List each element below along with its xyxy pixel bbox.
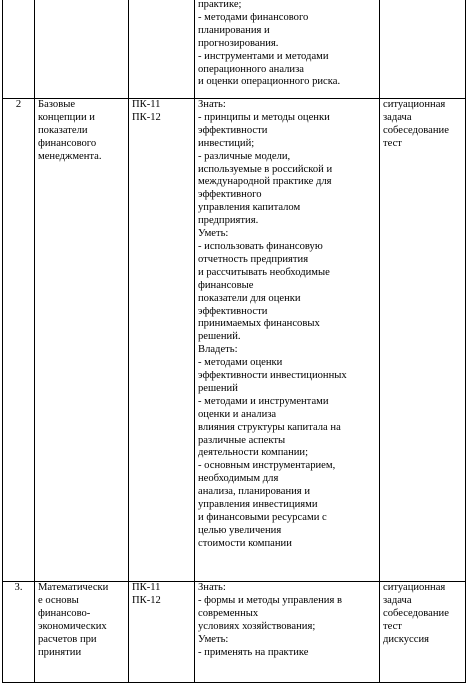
topic-line: показатели [38, 124, 88, 136]
knowledge-line: необходимым для [198, 473, 279, 485]
table-row [3, 0, 466, 99]
table-row [3, 99, 466, 582]
competency-code: ПК-11 [132, 99, 161, 110]
control-form: ситуационная [383, 99, 446, 110]
knowledge-line: показатели для оценки [198, 292, 301, 304]
knowledge-line: эффективности [198, 305, 268, 317]
knowledge-line: стоимости компании [198, 537, 292, 549]
knowledge-line: и оценки операционного риска. [198, 76, 341, 88]
knowledge-line: планирования и [198, 24, 270, 36]
control-form: задача [383, 111, 412, 123]
control-cell [380, 582, 466, 683]
knowledge-cell [195, 99, 380, 582]
row-number: 3. [14, 582, 23, 593]
knowledge-line: современных [198, 607, 259, 619]
competency-code: ПК-12 [132, 111, 161, 123]
row-number-cell [3, 99, 35, 582]
topic-line: Математически [38, 582, 109, 593]
knowledge-line: - основным инструментарием, [198, 460, 336, 472]
row-number-cell [3, 582, 35, 683]
knowledge-line: Уметь: [198, 228, 229, 240]
control-form: собеседование [383, 124, 449, 136]
knowledge-line: решений. [198, 331, 241, 343]
knowledge-line: эффективности [198, 124, 268, 136]
topic-line: концепции и [38, 111, 95, 123]
knowledge-line: - использовать финансовую [198, 240, 323, 252]
knowledge-line: решений [198, 382, 238, 394]
knowledge-line: используемые в российской и [198, 163, 333, 175]
row-number-cell [3, 0, 35, 99]
table-row [3, 582, 466, 683]
topic-cell [35, 582, 129, 683]
competency-table [2, 0, 466, 683]
knowledge-line: - формы и методы управления в [198, 594, 342, 606]
knowledge-line: инвестиций; [198, 137, 255, 149]
knowledge-line: Знать: [198, 582, 226, 593]
topic-cell [35, 0, 129, 99]
knowledge-line: предприятия. [198, 215, 259, 227]
knowledge-line: международной практике для [198, 176, 332, 188]
knowledge-line: - принципы и методы оценки [198, 111, 330, 123]
knowledge-line: и рассчитывать необходимые [198, 266, 330, 278]
control-cell [380, 0, 466, 99]
knowledge-line: - методами финансового [198, 11, 309, 23]
knowledge-line: деятельности компании; [198, 447, 309, 459]
control-form: задача [383, 594, 412, 606]
knowledge-line: - инструментами и методами [198, 50, 329, 62]
control-form: дискуссия [383, 633, 430, 645]
competency-cell [129, 582, 195, 683]
topic-line: принятии [38, 646, 82, 658]
knowledge-line: Уметь: [198, 633, 229, 645]
knowledge-line: - методами оценки [198, 357, 283, 369]
knowledge-line: практике; [198, 0, 242, 10]
control-form: ситуационная [383, 582, 446, 593]
control-cell [380, 99, 466, 582]
knowledge-line: оценки и анализа [198, 408, 277, 420]
topic-line: экономических [38, 620, 107, 632]
knowledge-line: финансовые [198, 279, 254, 291]
knowledge-line: эффективности инвестиционных [198, 370, 347, 382]
knowledge-line: анализа, планирования и [198, 486, 310, 498]
topic-cell [35, 99, 129, 582]
knowledge-line: Знать: [198, 99, 226, 110]
knowledge-line: - методами и инструментами [198, 395, 329, 407]
knowledge-line: прогнозирования. [198, 37, 279, 49]
knowledge-line: управления инвестициями [198, 499, 318, 511]
competency-code: ПК-11 [132, 582, 161, 593]
knowledge-line: операционного анализа [198, 63, 304, 75]
knowledge-line: управления капиталом [198, 202, 301, 214]
knowledge-cell [195, 0, 380, 99]
knowledge-line: целью увеличения [198, 524, 282, 536]
knowledge-line: отчетность предприятия [198, 253, 309, 265]
knowledge-line: различные аспекты [198, 434, 286, 446]
control-form: собеседование [383, 607, 449, 619]
competency-code: ПК-12 [132, 594, 161, 606]
competency-cell [129, 99, 195, 582]
topic-line: финансово- [38, 607, 91, 619]
topic-line: расчетов при [38, 633, 97, 645]
knowledge-line: влияния структуры капитала на [198, 421, 341, 433]
knowledge-line: и финансовыми ресурсами с [198, 512, 327, 523]
competency-cell [129, 0, 195, 99]
control-form: тест [383, 137, 402, 149]
topic-line: финансового [38, 137, 97, 149]
knowledge-line: - применять на практике [198, 646, 309, 658]
knowledge-line: Владеть: [198, 344, 238, 356]
knowledge-line: условиях хозяйствования; [198, 620, 316, 632]
knowledge-line: принимаемых финансовых [198, 318, 320, 330]
knowledge-cell [195, 582, 380, 683]
control-form: тест [383, 620, 402, 632]
knowledge-line: эффективного [198, 189, 262, 201]
topic-line: Базовые [38, 99, 76, 110]
topic-line: е основы [38, 594, 79, 606]
knowledge-line: - различные модели, [198, 150, 291, 162]
row-number: 2 [15, 99, 22, 110]
topic-line: менеджмента. [38, 150, 102, 162]
